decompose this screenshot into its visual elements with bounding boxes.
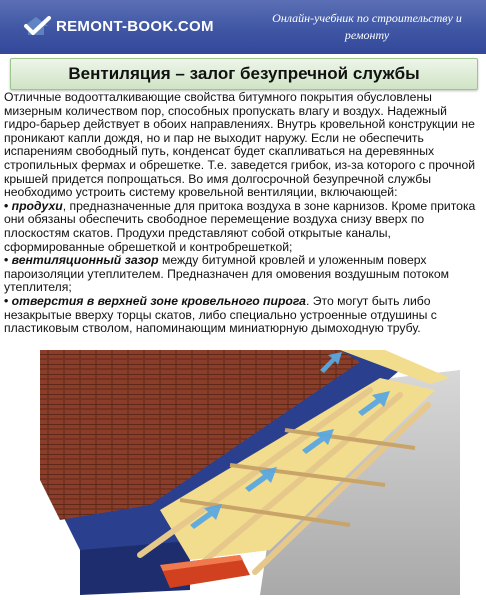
term-vent-gap: вентиляционный зазор <box>11 253 159 268</box>
site-name: REMONT-BOOK.COM <box>56 17 214 35</box>
bullet-marker: • <box>4 253 9 268</box>
bullet-marker: • <box>4 293 9 308</box>
term-top-openings: отверстия в верхней зоне кровельного пирога <box>11 293 306 308</box>
term-produkhi: продухи <box>11 198 63 213</box>
site-header <box>0 0 486 54</box>
site-logo[interactable] <box>22 16 214 36</box>
bullet-marker: • <box>4 198 9 213</box>
item-text: , предназначенные для притока воздуха в зоне карнизов. Кроме притока они обязаны обеспечить свободное перемещение воздуха снизу вверх по плоскостям скатов. Продухи представляют собой открытые каналы, сформированные обрешеткой и контробрешеткой; <box>4 198 476 254</box>
page-title: Вентиляция – залог безупречной службы <box>68 64 420 83</box>
title-banner <box>10 58 478 90</box>
list-item <box>4 254 482 295</box>
list-item <box>4 295 482 336</box>
roof-ventilation-illustration <box>40 350 460 595</box>
item-text: . Это могут быть либо незакрытые вверху торцы скатов, либо специально устроенные отдушины с пластиковым стволом, напоминающим миниатюрную дымоходную трубу. <box>4 293 437 336</box>
check-house-icon <box>22 16 52 36</box>
item-text: между битумной кровлей и уложенным поверх пароизоляции утеплителем. Предназначен для омовения воздушным потоком утеплителя; <box>4 253 449 295</box>
intro-paragraph: Отличные водоотталкивающие свойства битумного покрытия обусловлены мизерным количеством пор, способных пропускать влагу и воздух. Надежный гидро-барьер действует в обоих направлениях. Внутрь кровельной конструкции не проникают капли дождя, но и пар не выходит наружу. Если не обеспечить испарениям свободный путь, конденсат будет скапливаться на деревянных стропильных фермах и обрешетке. Т.е. заведется грибок, из-за которого с прочной крышей придется попрощаться. Во имя долгосрочной безупречной службы необходимо устроить систему кровельной вентиляции, включающей: <box>4 90 476 200</box>
list-item <box>4 200 482 254</box>
site-tagline: Онлайн-учебник по строительству и ремонту <box>272 11 462 42</box>
article-body <box>4 91 482 336</box>
